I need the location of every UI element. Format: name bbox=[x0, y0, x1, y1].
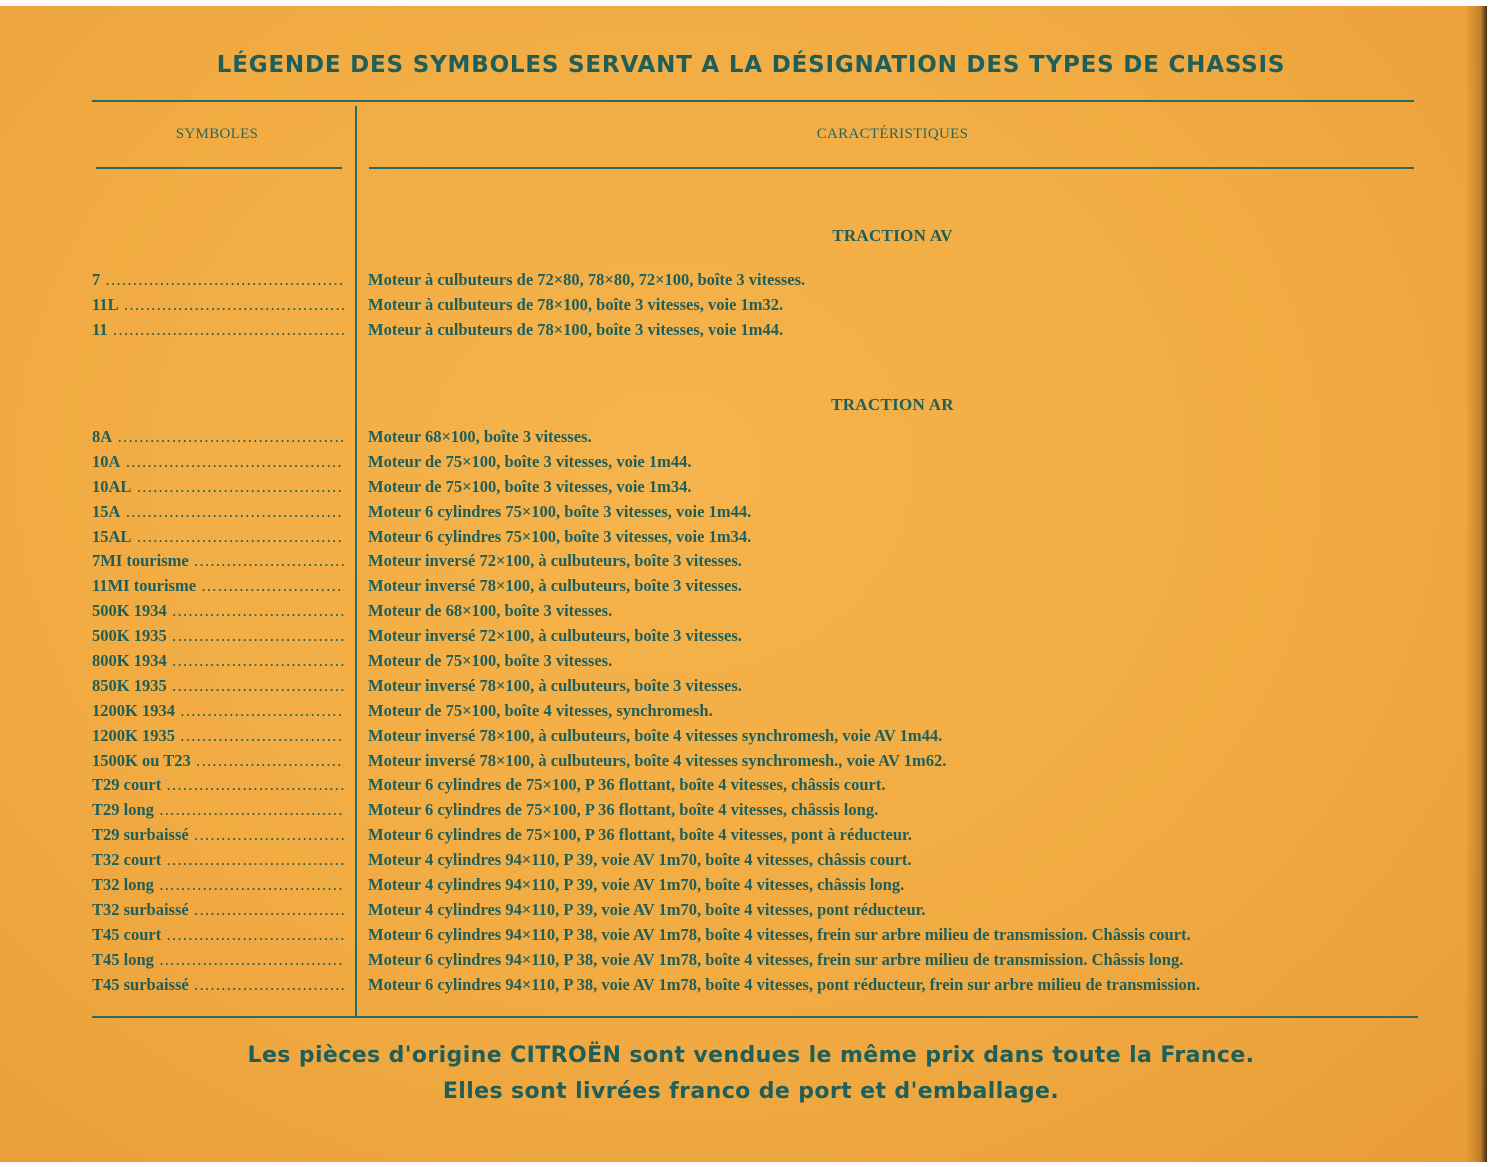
page-binding-edge bbox=[1465, 6, 1487, 1162]
table-row bbox=[92, 751, 1422, 776]
chassis-characteristics: Moteur inversé 72×100, à culbuteurs, boîte 3 vitesses. bbox=[368, 626, 742, 646]
chassis-characteristics: Moteur 6 cylindres de 75×100, P 36 flottant, boîte 4 vitesses, pont à réducteur. bbox=[368, 825, 912, 845]
chassis-characteristics: Moteur 6 cylindres de 75×100, P 36 flottant, boîte 4 vitesses, châssis long. bbox=[368, 800, 879, 820]
chassis-characteristics: Moteur 4 cylindres 94×110, P 39, voie AV 1m70, boîte 4 vitesses, châssis court. bbox=[368, 850, 912, 870]
chassis-characteristics: Moteur à culbuteurs de 72×80, 78×80, 72×100, boîte 3 vitesses. bbox=[368, 270, 806, 289]
table-row bbox=[92, 427, 1422, 452]
chassis-characteristics: Moteur 6 cylindres 94×110, P 38, voie AV 1m78, boîte 4 vitesses, pont réducteur, frein sur arbre milieu de transmission. bbox=[368, 974, 1201, 994]
table-row bbox=[92, 676, 1422, 701]
table-row bbox=[92, 825, 1422, 850]
footer-line-2: Elles sont livrées franco de port et d'emballage. bbox=[442, 1079, 1060, 1104]
table-row bbox=[92, 651, 1422, 676]
table-row bbox=[92, 626, 1422, 651]
chassis-characteristics: Moteur 6 cylindres 75×100, boîte 3 vitesses, voie 1m44. bbox=[368, 501, 752, 521]
chassis-symbol: 10AL ..... bbox=[92, 477, 344, 497]
table-row bbox=[92, 551, 1422, 576]
bottom-rule bbox=[92, 1016, 1418, 1018]
table-row bbox=[92, 270, 1422, 295]
chassis-symbol: T29 court ..... bbox=[92, 775, 344, 795]
chassis-symbol: T32 long ..... bbox=[92, 875, 344, 895]
chassis-symbol: T32 surbaissé ..... bbox=[92, 900, 344, 920]
table-row bbox=[92, 601, 1422, 626]
footer-line-1: Les pièces d'origine CITROËN sont vendues le même prix dans toute la France. bbox=[247, 1043, 1255, 1068]
chassis-symbol: 10A ..... bbox=[92, 452, 344, 472]
section-heading-traction-ar: TRACTION AR bbox=[831, 395, 954, 414]
chassis-symbol: 8A ..... bbox=[92, 427, 344, 447]
table-row bbox=[92, 775, 1422, 800]
table-row bbox=[92, 975, 1422, 1000]
chassis-characteristics: Moteur 68×100, boîte 3 vitesses. bbox=[368, 427, 592, 446]
chassis-symbol: T45 court ..... bbox=[92, 925, 344, 945]
title-rule bbox=[92, 100, 1414, 102]
symbols-column-header: SYMBOLES bbox=[175, 126, 259, 142]
table-row bbox=[92, 295, 1422, 320]
characteristics-column-header: CARACTÉRISTIQUES bbox=[816, 126, 969, 142]
chassis-characteristics: Moteur 6 cylindres 94×110, P 38, voie AV 1m78, boîte 4 vitesses, frein sur arbre milieu de transmission. Châssis court. bbox=[368, 924, 1191, 944]
chassis-symbol: T32 court ..... bbox=[92, 850, 344, 870]
section-heading-traction-av: TRACTION AV bbox=[832, 226, 953, 245]
table-row bbox=[92, 950, 1422, 975]
chassis-characteristics: Moteur de 75×100, boîte 3 vitesses, voie 1m44. bbox=[368, 451, 692, 471]
chassis-symbol: 1500K ou T23 ..... bbox=[92, 751, 344, 771]
table-row bbox=[92, 576, 1422, 601]
chassis-symbol: 800K 1934 ..... bbox=[92, 651, 344, 671]
traction-ar-list bbox=[92, 427, 1422, 999]
chassis-characteristics: Moteur inversé 72×100, à culbuteurs, boîte 3 vitesses. bbox=[368, 551, 742, 571]
chassis-symbol: 11MI tourisme ..... bbox=[92, 576, 344, 596]
table-row bbox=[92, 477, 1422, 502]
chassis-characteristics: Moteur à culbuteurs de 78×100, boîte 3 vitesses, voie 1m32. bbox=[368, 294, 784, 314]
chassis-symbol: 7 ..... bbox=[92, 270, 344, 290]
symbols-header-rule bbox=[96, 167, 342, 169]
chassis-symbol: 500K 1934 ..... bbox=[92, 601, 344, 621]
table-row bbox=[92, 502, 1422, 527]
chassis-symbol: T45 long ..... bbox=[92, 950, 344, 970]
chassis-symbol: 850K 1935 ..... bbox=[92, 676, 344, 696]
chassis-characteristics: Moteur inversé 78×100, à culbuteurs, boîte 4 vitesses synchromesh., voie AV 1m62. bbox=[368, 750, 947, 770]
chassis-symbol: T29 long ..... bbox=[92, 800, 344, 820]
table-row bbox=[92, 726, 1422, 751]
chassis-characteristics: Moteur à culbuteurs de 78×100, boîte 3 vitesses, voie 1m44. bbox=[368, 319, 784, 339]
table-row bbox=[92, 527, 1422, 552]
traction-av-list bbox=[92, 270, 1422, 345]
catalog-page bbox=[0, 6, 1487, 1162]
table-row bbox=[92, 925, 1422, 950]
chassis-symbol: T29 surbaissé ..... bbox=[92, 825, 344, 845]
chassis-characteristics: Moteur de 75×100, boîte 4 vitesses, synchromesh. bbox=[368, 700, 713, 720]
chassis-symbol: T45 surbaissé ..... bbox=[92, 975, 344, 995]
table-row bbox=[92, 875, 1422, 900]
chassis-symbol: 1200K 1934 ..... bbox=[92, 701, 344, 721]
chassis-characteristics: Moteur 6 cylindres 75×100, boîte 3 vitesses, voie 1m34. bbox=[368, 526, 752, 546]
chassis-characteristics: Moteur 4 cylindres 94×110, P 39, voie AV 1m70, boîte 4 vitesses, pont réducteur. bbox=[368, 899, 926, 919]
chassis-characteristics: Moteur 6 cylindres 94×110, P 38, voie AV 1m78, boîte 4 vitesses, frein sur arbre milieu de transmission. Châssis long. bbox=[368, 949, 1184, 969]
page-title: LÉGENDE DES SYMBOLES SERVANT A LA DÉSIGNATION DES TYPES DE CHASSIS bbox=[216, 52, 1286, 78]
table-row bbox=[92, 900, 1422, 925]
chassis-symbol: 11L ..... bbox=[92, 295, 344, 315]
chassis-characteristics: Moteur de 75×100, boîte 3 vitesses. bbox=[368, 651, 613, 671]
chassis-characteristics: Moteur 4 cylindres 94×110, P 39, voie AV 1m70, boîte 4 vitesses, châssis long. bbox=[368, 875, 905, 895]
table-row bbox=[92, 800, 1422, 825]
table-row bbox=[92, 850, 1422, 875]
chassis-characteristics: Moteur de 75×100, boîte 3 vitesses, voie 1m34. bbox=[368, 476, 692, 496]
chassis-symbol: 1200K 1935 ..... bbox=[92, 726, 344, 746]
table-row bbox=[92, 452, 1422, 477]
characteristics-header-rule bbox=[369, 167, 1414, 169]
chassis-characteristics: Moteur inversé 78×100, à culbuteurs, boîte 3 vitesses. bbox=[368, 675, 742, 695]
chassis-characteristics: Moteur inversé 78×100, à culbuteurs, boîte 3 vitesses. bbox=[368, 576, 742, 596]
chassis-characteristics: Moteur inversé 78×100, à culbuteurs, boîte 4 vitesses synchromesh, voie AV 1m44. bbox=[368, 725, 943, 745]
chassis-characteristics: Moteur 6 cylindres de 75×100, P 36 flottant, boîte 4 vitesses, châssis court. bbox=[368, 775, 886, 795]
table-row bbox=[92, 320, 1422, 345]
chassis-symbol: 7MI tourisme ..... bbox=[92, 551, 344, 571]
chassis-symbol: 500K 1935 ..... bbox=[92, 626, 344, 646]
chassis-symbol: 11 ..... bbox=[92, 320, 344, 340]
chassis-symbol: 15A ..... bbox=[92, 502, 344, 522]
table-row bbox=[92, 701, 1422, 726]
chassis-characteristics: Moteur de 68×100, boîte 3 vitesses. bbox=[368, 601, 613, 621]
chassis-symbol: 15AL ..... bbox=[92, 527, 344, 547]
